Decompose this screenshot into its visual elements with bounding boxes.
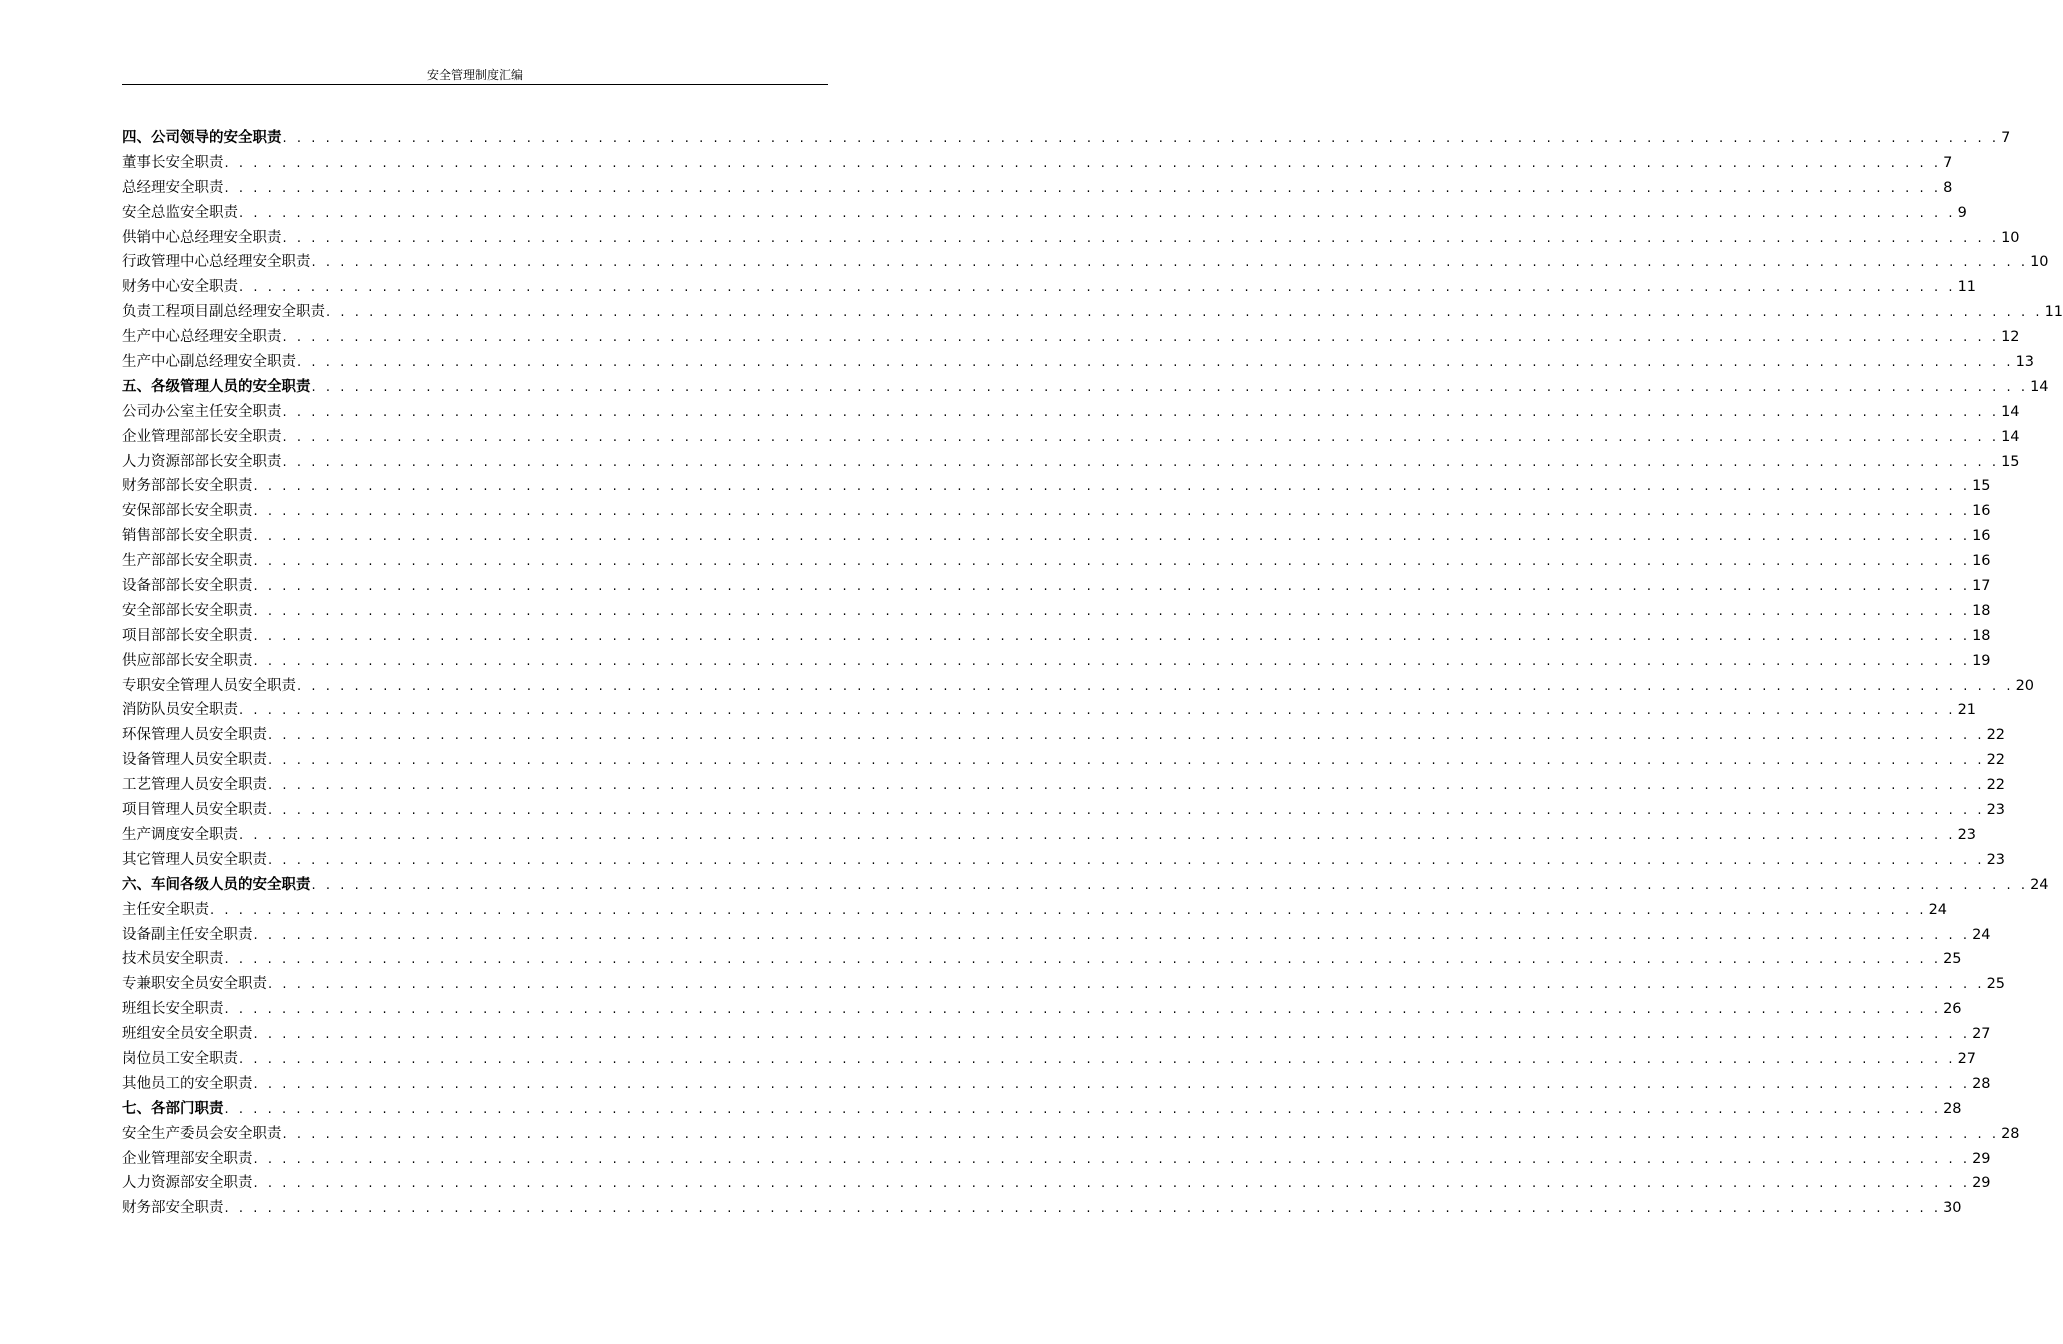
dot-leader: . . . . . . . . . . . . . . . . . . . . . . . . . . . . . . . . . . . . . . . . . . . . . . . . . . . . . . . . . . . . . . . . . . . . . . . . . . . . . . . . . . . . . . . . . . . . . . . . . . . . . . . . . . . . . . . . . . . . . . . . — [326, 305, 2043, 321]
toc-entry[interactable] — [122, 325, 2020, 350]
dot-leader: . . . . . . . . . . . . . . . . . . . . . . . . . . . . . . . . . . . . . . . . . . . . . . . . . . . . . . . . . . . . . . . . . . . . . . . . . . . . . . . . . . . . . . . . . . . . . . . . . . . . . . . . . . . . . . . . . . . . . . . . — [268, 977, 1985, 993]
toc-entry-page-number: 13 — [2015, 354, 2035, 371]
toc-entry-page-number: 20 — [2015, 677, 2035, 694]
toc-entry-page-number: 25 — [1986, 976, 2006, 993]
toc-entry[interactable] — [122, 1196, 1962, 1221]
toc-entry[interactable] — [122, 400, 2020, 425]
toc-entry-page-number: 14 — [2030, 378, 2049, 395]
toc-entry-title: 生产部部长安全职责 — [122, 553, 253, 570]
toc-entry-page-number: 22 — [1986, 752, 2006, 769]
toc-entry[interactable] — [122, 1171, 1991, 1196]
toc-entry-page-number: 7 — [1943, 154, 1953, 171]
dot-leader: . . . . . . . . . . . . . . . . . . . . . . . . . . . . . . . . . . . . . . . . . . . . . . . . . . . . . . . . . . . . . . . . . . . . . . . . . . . . . . . . . . . . . . . . . . . . . . . . . . . . . . . . . . . . . . . . . . . . . . . . — [282, 454, 2000, 470]
toc-entry-page-number: 22 — [1986, 727, 2006, 744]
dot-leader: . . . . . . . . . . . . . . . . . . . . . . . . . . . . . . . . . . . . . . . . . . . . . . . . . . . . . . . . . . . . . . . . . . . . . . . . . . . . . . . . . . . . . . . . . . . . . . . . . . . . . . . . . . . . . . . . . . . . . . . . — [224, 1002, 1942, 1018]
toc-entry-title: 财务部安全职责 — [122, 1200, 224, 1217]
toc-entry[interactable] — [122, 923, 1991, 948]
dot-leader: . . . . . . . . . . . . . . . . . . . . . . . . . . . . . . . . . . . . . . . . . . . . . . . . . . . . . . . . . . . . . . . . . . . . . . . . . . . . . . . . . . . . . . . . . . . . . . . . . . . . . . . . . . . . . . . . . . . . . . . . — [224, 1201, 1942, 1217]
page-header — [122, 66, 828, 85]
toc-entry-title: 公司办公室主任安全职责 — [122, 403, 282, 420]
toc-entry-title: 环保管理人员安全职责 — [122, 727, 267, 744]
toc-entry-page-number: 27 — [1957, 1050, 1977, 1067]
toc-entry-page-number: 11 — [2044, 304, 2063, 321]
toc-entry-title: 供应部部长安全职责 — [122, 652, 253, 669]
toc-entry-page-number: 15 — [1972, 478, 1991, 495]
dot-leader: . . . . . . . . . . . . . . . . . . . . . . . . . . . . . . . . . . . . . . . . . . . . . . . . . . . . . . . . . . . . . . . . . . . . . . . . . . . . . . . . . . . . . . . . . . . . . . . . . . . . . . . . . . . . . . . . . . . . . . . . — [253, 479, 1971, 495]
dot-leader: . . . . . . . . . . . . . . . . . . . . . . . . . . . . . . . . . . . . . . . . . . . . . . . . . . . . . . . . . . . . . . . . . . . . . . . . . . . . . . . . . . . . . . . . . . . . . . . . . . . . . . . . . . . . . . . . . . . . . . . . — [210, 902, 1927, 918]
dot-leader: . . . . . . . . . . . . . . . . . . . . . . . . . . . . . . . . . . . . . . . . . . . . . . . . . . . . . . . . . . . . . . . . . . . . . . . . . . . . . . . . . . . . . . . . . . . . . . . . . . . . . . . . . . . . . . . . . . . . . . . . — [253, 603, 1971, 619]
dot-leader: . . . . . . . . . . . . . . . . . . . . . . . . . . . . . . . . . . . . . . . . . . . . . . . . . . . . . . . . . . . . . . . . . . . . . . . . . . . . . . . . . . . . . . . . . . . . . . . . . . . . . . . . . . . . . . . . . . . . . . . . — [239, 827, 1956, 843]
toc-entry-page-number: 23 — [1986, 851, 2006, 868]
toc-entry-title: 专职安全管理人员安全职责 — [122, 677, 296, 694]
dot-leader: . . . . . . . . . . . . . . . . . . . . . . . . . . . . . . . . . . . . . . . . . . . . . . . . . . . . . . . . . . . . . . . . . . . . . . . . . . . . . . . . . . . . . . . . . . . . . . . . . . . . . . . . . . . . . . . . . . . . . . . . — [268, 753, 1985, 769]
toc-entry[interactable] — [122, 1047, 1977, 1072]
toc-entry-page-number: 10 — [2030, 254, 2049, 271]
toc-entry-title: 销售部部长安全职责 — [122, 528, 253, 545]
toc-entry-title: 财务中心安全职责 — [122, 279, 238, 296]
toc-entry-title: 班组长安全职责 — [122, 1001, 224, 1018]
toc-entry[interactable] — [122, 698, 1977, 723]
toc-entry-page-number: 25 — [1943, 951, 1962, 968]
toc-entry[interactable] — [122, 350, 2035, 375]
toc-entry-page-number: 22 — [1986, 777, 2006, 794]
toc-entry[interactable] — [122, 773, 2006, 798]
toc-entry-page-number: 28 — [1943, 1100, 1962, 1117]
toc-entry[interactable] — [122, 1072, 1991, 1097]
dot-leader: . . . . . . . . . . . . . . . . . . . . . . . . . . . . . . . . . . . . . . . . . . . . . . . . . . . . . . . . . . . . . . . . . . . . . . . . . . . . . . . . . . . . . . . . . . . . . . . . . . . . . . . . . . . . . . . . . . . . . . . . — [268, 778, 1985, 794]
dot-leader: . . . . . . . . . . . . . . . . . . . . . . . . . . . . . . . . . . . . . . . . . . . . . . . . . . . . . . . . . . . . . . . . . . . . . . . . . . . . . . . . . . . . . . . . . . . . . . . . . . . . . . . . . . . . . . . . . . . . . . . . — [253, 927, 1971, 943]
toc-entry-title: 企业管理部部长安全职责 — [122, 428, 282, 445]
toc-entry-title: 消防队员安全职责 — [122, 702, 238, 719]
toc-entry[interactable] — [122, 798, 2006, 823]
toc-entry[interactable] — [122, 474, 1991, 499]
toc-entry-title: 其他员工的安全职责 — [122, 1075, 253, 1092]
dot-leader: . . . . . . . . . . . . . . . . . . . . . . . . . . . . . . . . . . . . . . . . . . . . . . . . . . . . . . . . . . . . . . . . . . . . . . . . . . . . . . . . . . . . . . . . . . . . . . . . . . . . . . . . . . . . . . . . . . . . . . . . — [253, 653, 1971, 669]
toc-entry-page-number: 26 — [1943, 1001, 1962, 1018]
toc-entry-page-number: 30 — [1943, 1200, 1962, 1217]
toc-entry-title: 设备部部长安全职责 — [122, 578, 253, 595]
dot-leader: . . . . . . . . . . . . . . . . . . . . . . . . . . . . . . . . . . . . . . . . . . . . . . . . . . . . . . . . . . . . . . . . . . . . . . . . . . . . . . . . . . . . . . . . . . . . . . . . . . . . . . . . . . . . . . . . . . . . . . . . — [282, 230, 2000, 246]
dot-leader: . . . . . . . . . . . . . . . . . . . . . . . . . . . . . . . . . . . . . . . . . . . . . . . . . . . . . . . . . . . . . . . . . . . . . . . . . . . . . . . . . . . . . . . . . . . . . . . . . . . . . . . . . . . . . . . . . . . . . . . . — [297, 355, 2014, 371]
dot-leader: . . . . . . . . . . . . . . . . . . . . . . . . . . . . . . . . . . . . . . . . . . . . . . . . . . . . . . . . . . . . . . . . . . . . . . . . . . . . . . . . . . . . . . . . . . . . . . . . . . . . . . . . . . . . . . . . . . . . . . . . — [268, 803, 1985, 819]
toc-entry-title: 安全总监安全职责 — [122, 204, 238, 221]
toc-heading[interactable] — [122, 873, 2049, 898]
toc-entry-page-number: 24 — [1972, 926, 1991, 943]
toc-entry-title: 行政管理中心总经理安全职责 — [122, 254, 311, 271]
dot-leader: . . . . . . . . . . . . . . . . . . . . . . . . . . . . . . . . . . . . . . . . . . . . . . . . . . . . . . . . . . . . . . . . . . . . . . . . . . . . . . . . . . . . . . . . . . . . . . . . . . . . . . . . . . . . . . . . . . . . . . . . — [282, 131, 2000, 146]
toc-entry-title: 供销中心总经理安全职责 — [122, 229, 282, 246]
dot-leader: . . . . . . . . . . . . . . . . . . . . . . . . . . . . . . . . . . . . . . . . . . . . . . . . . . . . . . . . . . . . . . . . . . . . . . . . . . . . . . . . . . . . . . . . . . . . . . . . . . . . . . . . . . . . . . . . . . . . . . . . — [282, 429, 2000, 445]
toc-entry-page-number: 9 — [1957, 204, 1967, 221]
document-title: 安全管理制度汇编 — [426, 68, 523, 82]
toc-entry-page-number: 18 — [1972, 627, 1991, 644]
toc-entry-page-number: 23 — [1957, 826, 1977, 843]
dot-leader: . . . . . . . . . . . . . . . . . . . . . . . . . . . . . . . . . . . . . . . . . . . . . . . . . . . . . . . . . . . . . . . . . . . . . . . . . . . . . . . . . . . . . . . . . . . . . . . . . . . . . . . . . . . . . . . . . . . . . . . . — [311, 877, 2029, 893]
dot-leader: . . . . . . . . . . . . . . . . . . . . . . . . . . . . . . . . . . . . . . . . . . . . . . . . . . . . . . . . . . . . . . . . . . . . . . . . . . . . . . . . . . . . . . . . . . . . . . . . . . . . . . . . . . . . . . . . . . . . . . . . — [253, 554, 1971, 570]
dot-leader: . . . . . . . . . . . . . . . . . . . . . . . . . . . . . . . . . . . . . . . . . . . . . . . . . . . . . . . . . . . . . . . . . . . . . . . . . . . . . . . . . . . . . . . . . . . . . . . . . . . . . . . . . . . . . . . . . . . . . . . . — [282, 404, 2000, 420]
toc-entry-page-number: 16 — [1972, 503, 1991, 520]
toc-entry[interactable] — [122, 898, 1948, 923]
toc-entry[interactable] — [122, 848, 2006, 873]
toc-entry-page-number: 29 — [1972, 1150, 1991, 1167]
toc-entry-title: 安全部部长安全职责 — [122, 602, 253, 619]
toc-entry[interactable] — [122, 250, 2049, 275]
toc-entry[interactable] — [122, 549, 1991, 574]
dot-leader: . . . . . . . . . . . . . . . . . . . . . . . . . . . . . . . . . . . . . . . . . . . . . . . . . . . . . . . . . . . . . . . . . . . . . . . . . . . . . . . . . . . . . . . . . . . . . . . . . . . . . . . . . . . . . . . . . . . . . . . . — [253, 529, 1971, 545]
toc-entry[interactable] — [122, 151, 1953, 176]
toc-entry-title: 生产中心总经理安全职责 — [122, 329, 282, 346]
toc-entry-page-number: 14 — [2001, 428, 2020, 445]
toc-entry-title: 工艺管理人员安全职责 — [122, 777, 267, 794]
toc-entry-title: 项目管理人员安全职责 — [122, 802, 267, 819]
dot-leader: . . . . . . . . . . . . . . . . . . . . . . . . . . . . . . . . . . . . . . . . . . . . . . . . . . . . . . . . . . . . . . . . . . . . . . . . . . . . . . . . . . . . . . . . . . . . . . . . . . . . . . . . . . . . . . . . . . . . . . . . — [239, 280, 1956, 296]
toc-entry-page-number: 7 — [2001, 130, 2011, 146]
toc-entry-page-number: 15 — [2001, 453, 2020, 470]
toc-entry-title: 负责工程项目副总经理安全职责 — [122, 304, 325, 321]
dot-leader: . . . . . . . . . . . . . . . . . . . . . . . . . . . . . . . . . . . . . . . . . . . . . . . . . . . . . . . . . . . . . . . . . . . . . . . . . . . . . . . . . . . . . . . . . . . . . . . . . . . . . . . . . . . . . . . . . . . . . . . . — [224, 155, 1942, 171]
dot-leader: . . . . . . . . . . . . . . . . . . . . . . . . . . . . . . . . . . . . . . . . . . . . . . . . . . . . . . . . . . . . . . . . . . . . . . . . . . . . . . . . . . . . . . . . . . . . . . . . . . . . . . . . . . . . . . . . . . . . . . . . — [253, 1176, 1971, 1192]
toc-entry-page-number: 21 — [1957, 702, 1977, 719]
toc-entry-title: 安保部部长安全职责 — [122, 503, 253, 520]
toc-entry[interactable] — [122, 425, 2020, 450]
toc-entry[interactable] — [122, 201, 1967, 226]
toc-entry[interactable] — [122, 1122, 2020, 1147]
toc-heading[interactable] — [122, 126, 2011, 151]
toc-entry-title: 设备管理人员安全职责 — [122, 752, 267, 769]
toc-entry[interactable] — [122, 748, 2006, 773]
dot-leader: . . . . . . . . . . . . . . . . . . . . . . . . . . . . . . . . . . . . . . . . . . . . . . . . . . . . . . . . . . . . . . . . . . . . . . . . . . . . . . . . . . . . . . . . . . . . . . . . . . . . . . . . . . . . . . . . . . . . . . . . — [297, 678, 2014, 694]
toc-entry-page-number: 24 — [2030, 876, 2049, 893]
toc-entry[interactable] — [122, 226, 2020, 251]
toc-entry-title: 班组安全员安全职责 — [122, 1026, 253, 1043]
toc-entry-title: 主任安全职责 — [122, 901, 209, 918]
toc-entry-page-number: 11 — [1957, 279, 1977, 296]
dot-leader: . . . . . . . . . . . . . . . . . . . . . . . . . . . . . . . . . . . . . . . . . . . . . . . . . . . . . . . . . . . . . . . . . . . . . . . . . . . . . . . . . . . . . . . . . . . . . . . . . . . . . . . . . . . . . . . . . . . . . . . . — [268, 852, 1985, 868]
dot-leader: . . . . . . . . . . . . . . . . . . . . . . . . . . . . . . . . . . . . . . . . . . . . . . . . . . . . . . . . . . . . . . . . . . . . . . . . . . . . . . . . . . . . . . . . . . . . . . . . . . . . . . . . . . . . . . . . . . . . . . . . — [253, 628, 1971, 644]
toc-entry[interactable] — [122, 649, 1991, 674]
toc-entry[interactable] — [122, 524, 1991, 549]
toc-entry[interactable] — [122, 1147, 1991, 1172]
toc-entry[interactable] — [122, 947, 1962, 972]
dot-leader: . . . . . . . . . . . . . . . . . . . . . . . . . . . . . . . . . . . . . . . . . . . . . . . . . . . . . . . . . . . . . . . . . . . . . . . . . . . . . . . . . . . . . . . . . . . . . . . . . . . . . . . . . . . . . . . . . . . . . . . . — [224, 1101, 1942, 1117]
toc-entry-title: 六、车间各级人员的安全职责 — [122, 876, 311, 893]
dot-leader: . . . . . . . . . . . . . . . . . . . . . . . . . . . . . . . . . . . . . . . . . . . . . . . . . . . . . . . . . . . . . . . . . . . . . . . . . . . . . . . . . . . . . . . . . . . . . . . . . . . . . . . . . . . . . . . . . . . . . . . . — [224, 952, 1942, 968]
toc-entry-page-number: 27 — [1972, 1026, 1991, 1043]
toc-entry[interactable] — [122, 674, 2035, 699]
toc-entry-title: 生产中心副总经理安全职责 — [122, 354, 296, 371]
toc-entry-title: 企业管理部安全职责 — [122, 1150, 253, 1167]
dot-leader: . . . . . . . . . . . . . . . . . . . . . . . . . . . . . . . . . . . . . . . . . . . . . . . . . . . . . . . . . . . . . . . . . . . . . . . . . . . . . . . . . . . . . . . . . . . . . . . . . . . . . . . . . . . . . . . . . . . . . . . . — [253, 504, 1971, 520]
toc-entry[interactable] — [122, 972, 2006, 997]
toc-entry-title: 项目部部长安全职责 — [122, 627, 253, 644]
toc-entry[interactable] — [122, 624, 1991, 649]
toc-entry-page-number: 19 — [1972, 652, 1991, 669]
toc-entry-title: 技术员安全职责 — [122, 951, 224, 968]
toc-entry[interactable] — [122, 599, 1991, 624]
toc-entry-title: 其它管理人员安全职责 — [122, 851, 267, 868]
toc-entry[interactable] — [122, 300, 2063, 325]
toc-entry-title: 人力资源部安全职责 — [122, 1175, 253, 1192]
toc-entry-page-number: 24 — [1928, 901, 1948, 918]
toc-entry[interactable] — [122, 723, 2006, 748]
dot-leader: . . . . . . . . . . . . . . . . . . . . . . . . . . . . . . . . . . . . . . . . . . . . . . . . . . . . . . . . . . . . . . . . . . . . . . . . . . . . . . . . . . . . . . . . . . . . . . . . . . . . . . . . . . . . . . . . . . . . . . . . — [253, 579, 1971, 595]
toc-entry-page-number: 12 — [2001, 329, 2020, 346]
dot-leader: . . . . . . . . . . . . . . . . . . . . . . . . . . . . . . . . . . . . . . . . . . . . . . . . . . . . . . . . . . . . . . . . . . . . . . . . . . . . . . . . . . . . . . . . . . . . . . . . . . . . . . . . . . . . . . . . . . . . . . . . — [253, 1027, 1971, 1043]
table-of-contents — [122, 126, 2063, 1221]
dot-leader: . . . . . . . . . . . . . . . . . . . . . . . . . . . . . . . . . . . . . . . . . . . . . . . . . . . . . . . . . . . . . . . . . . . . . . . . . . . . . . . . . . . . . . . . . . . . . . . . . . . . . . . . . . . . . . . . . . . . . . . . — [253, 1076, 1971, 1092]
toc-entry-title: 四、公司领导的安全职责 — [122, 130, 282, 146]
toc-entry[interactable] — [122, 275, 1977, 300]
toc-entry-page-number: 29 — [1972, 1175, 1991, 1192]
toc-entry-title: 安全生产委员会安全职责 — [122, 1125, 282, 1142]
toc-entry[interactable] — [122, 574, 1991, 599]
toc-entry-title: 七、各部门职责 — [122, 1100, 224, 1117]
toc-entry-title: 专兼职安全员安全职责 — [122, 976, 267, 993]
dot-leader: . . . . . . . . . . . . . . . . . . . . . . . . . . . . . . . . . . . . . . . . . . . . . . . . . . . . . . . . . . . . . . . . . . . . . . . . . . . . . . . . . . . . . . . . . . . . . . . . . . . . . . . . . . . . . . . . . . . . . . . . — [311, 379, 2029, 395]
toc-entry-title: 人力资源部部长安全职责 — [122, 453, 282, 470]
toc-entry[interactable] — [122, 997, 1962, 1022]
toc-entry-page-number: 16 — [1972, 553, 1991, 570]
toc-entry-title: 董事长安全职责 — [122, 154, 224, 171]
toc-entry-page-number: 8 — [1943, 179, 1953, 196]
dot-leader: . . . . . . . . . . . . . . . . . . . . . . . . . . . . . . . . . . . . . . . . . . . . . . . . . . . . . . . . . . . . . . . . . . . . . . . . . . . . . . . . . . . . . . . . . . . . . . . . . . . . . . . . . . . . . . . . . . . . . . . . — [239, 1051, 1956, 1067]
dot-leader: . . . . . . . . . . . . . . . . . . . . . . . . . . . . . . . . . . . . . . . . . . . . . . . . . . . . . . . . . . . . . . . . . . . . . . . . . . . . . . . . . . . . . . . . . . . . . . . . . . . . . . . . . . . . . . . . . . . . . . . . — [253, 1151, 1971, 1167]
toc-entry-title: 财务部部长安全职责 — [122, 478, 253, 495]
dot-leader: . . . . . . . . . . . . . . . . . . . . . . . . . . . . . . . . . . . . . . . . . . . . . . . . . . . . . . . . . . . . . . . . . . . . . . . . . . . . . . . . . . . . . . . . . . . . . . . . . . . . . . . . . . . . . . . . . . . . . . . . — [311, 255, 2029, 271]
toc-entry-title: 岗位员工安全职责 — [122, 1050, 238, 1067]
dot-leader: . . . . . . . . . . . . . . . . . . . . . . . . . . . . . . . . . . . . . . . . . . . . . . . . . . . . . . . . . . . . . . . . . . . . . . . . . . . . . . . . . . . . . . . . . . . . . . . . . . . . . . . . . . . . . . . . . . . . . . . . — [224, 180, 1942, 196]
toc-entry-title: 五、各级管理人员的安全职责 — [122, 378, 311, 395]
toc-entry-page-number: 18 — [1972, 602, 1991, 619]
toc-entry-page-number: 28 — [2001, 1125, 2020, 1142]
dot-leader: . . . . . . . . . . . . . . . . . . . . . . . . . . . . . . . . . . . . . . . . . . . . . . . . . . . . . . . . . . . . . . . . . . . . . . . . . . . . . . . . . . . . . . . . . . . . . . . . . . . . . . . . . . . . . . . . . . . . . . . . — [268, 728, 1985, 744]
toc-entry[interactable] — [122, 823, 1977, 848]
toc-entry-page-number: 16 — [1972, 528, 1991, 545]
dot-leader: . . . . . . . . . . . . . . . . . . . . . . . . . . . . . . . . . . . . . . . . . . . . . . . . . . . . . . . . . . . . . . . . . . . . . . . . . . . . . . . . . . . . . . . . . . . . . . . . . . . . . . . . . . . . . . . . . . . . . . . . — [282, 330, 2000, 346]
toc-entry[interactable] — [122, 499, 1991, 524]
toc-entry-page-number: 28 — [1972, 1075, 1991, 1092]
toc-entry[interactable] — [122, 450, 2020, 475]
toc-heading[interactable] — [122, 375, 2049, 400]
toc-entry-title: 设备副主任安全职责 — [122, 926, 253, 943]
toc-entry-page-number: 10 — [2001, 229, 2020, 246]
toc-entry-title: 生产调度安全职责 — [122, 826, 238, 843]
dot-leader: . . . . . . . . . . . . . . . . . . . . . . . . . . . . . . . . . . . . . . . . . . . . . . . . . . . . . . . . . . . . . . . . . . . . . . . . . . . . . . . . . . . . . . . . . . . . . . . . . . . . . . . . . . . . . . . . . . . . . . . . — [239, 703, 1956, 719]
toc-entry[interactable] — [122, 1022, 1991, 1047]
toc-entry-page-number: 23 — [1986, 802, 2006, 819]
dot-leader: . . . . . . . . . . . . . . . . . . . . . . . . . . . . . . . . . . . . . . . . . . . . . . . . . . . . . . . . . . . . . . . . . . . . . . . . . . . . . . . . . . . . . . . . . . . . . . . . . . . . . . . . . . . . . . . . . . . . . . . . — [282, 1126, 2000, 1142]
toc-heading[interactable] — [122, 1097, 1962, 1122]
toc-entry-page-number: 14 — [2001, 403, 2020, 420]
toc-entry-title: 总经理安全职责 — [122, 179, 224, 196]
dot-leader: . . . . . . . . . . . . . . . . . . . . . . . . . . . . . . . . . . . . . . . . . . . . . . . . . . . . . . . . . . . . . . . . . . . . . . . . . . . . . . . . . . . . . . . . . . . . . . . . . . . . . . . . . . . . . . . . . . . . . . . . — [239, 205, 1956, 221]
toc-entry-page-number: 17 — [1972, 578, 1991, 595]
toc-entry[interactable] — [122, 176, 1953, 201]
